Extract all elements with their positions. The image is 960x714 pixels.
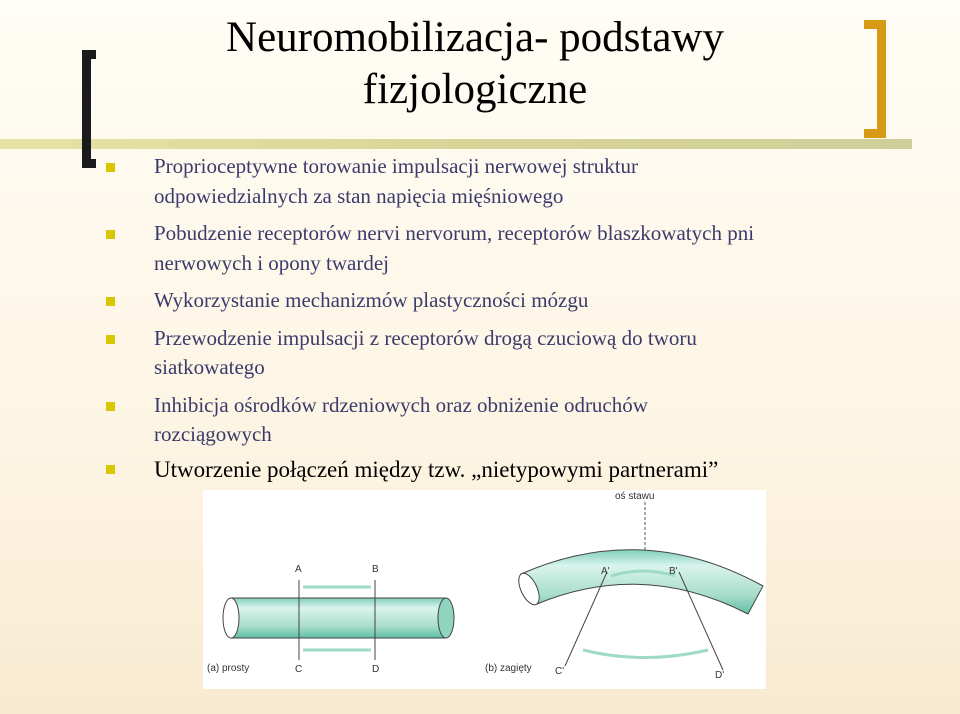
- square-bullet-icon: [106, 465, 115, 474]
- bullet-item: Utworzenie połączeń między tzw. „nietypowymi partnerami”: [106, 454, 916, 485]
- slide-title: [150, 12, 800, 116]
- label-a: A: [295, 564, 302, 575]
- figure-illustration: [203, 490, 766, 689]
- nerve-bending-figure: [203, 490, 766, 689]
- square-bullet-icon: [106, 297, 115, 306]
- label-c-prime: C': [555, 666, 565, 677]
- straight-tube-end: [223, 598, 239, 638]
- label-d: D: [372, 664, 380, 675]
- title-line-2: fizjologiczne: [362, 66, 588, 113]
- bullet-item: Proprioceptywne torowanie impulsacji nerwowej struktur odpowiedzialnych za stan napięcia mięśniowego: [106, 152, 916, 211]
- bullet-item: Wykorzystanie mechanizmów plastyczności mózgu: [106, 286, 916, 316]
- label-a-prime: A': [601, 566, 610, 577]
- arrow-bottom-bent: [583, 650, 708, 658]
- left-bracket-decoration: [82, 50, 96, 168]
- straight-nerve-tube: [231, 598, 446, 638]
- label-b-prime: B': [669, 566, 678, 577]
- header-band: [0, 139, 912, 149]
- right-bracket-decoration: [864, 20, 886, 138]
- square-bullet-icon: [106, 335, 115, 344]
- bullet-list: [106, 152, 916, 485]
- label-c: C: [295, 664, 303, 675]
- bullet-item: Pobudzenie receptorów nervi nervorum, receptorów blaszkowatych pni nerwowych i opony twardej: [106, 219, 916, 278]
- bent-nerve-tube: [521, 550, 763, 614]
- straight-tube-end: [438, 598, 454, 638]
- square-bullet-icon: [106, 402, 115, 411]
- square-bullet-icon: [106, 230, 115, 239]
- square-bullet-icon: [106, 163, 115, 172]
- title-line-1: Neuromobilizacja- podstawy: [226, 14, 724, 61]
- bullet-item: Przewodzenie impulsacji z receptorów drogą czuciową do tworu siatkowatego: [106, 324, 916, 383]
- caption-bent: (b) zagięty: [485, 663, 532, 674]
- axis-label: oś stawu: [615, 491, 655, 502]
- caption-straight: (a) prosty: [207, 663, 250, 674]
- label-d-prime: D': [715, 670, 725, 681]
- bullet-item: Inhibicja ośrodków rdzeniowych oraz obniżenie odruchów rozciągowych: [106, 391, 916, 450]
- label-b: B: [372, 564, 379, 575]
